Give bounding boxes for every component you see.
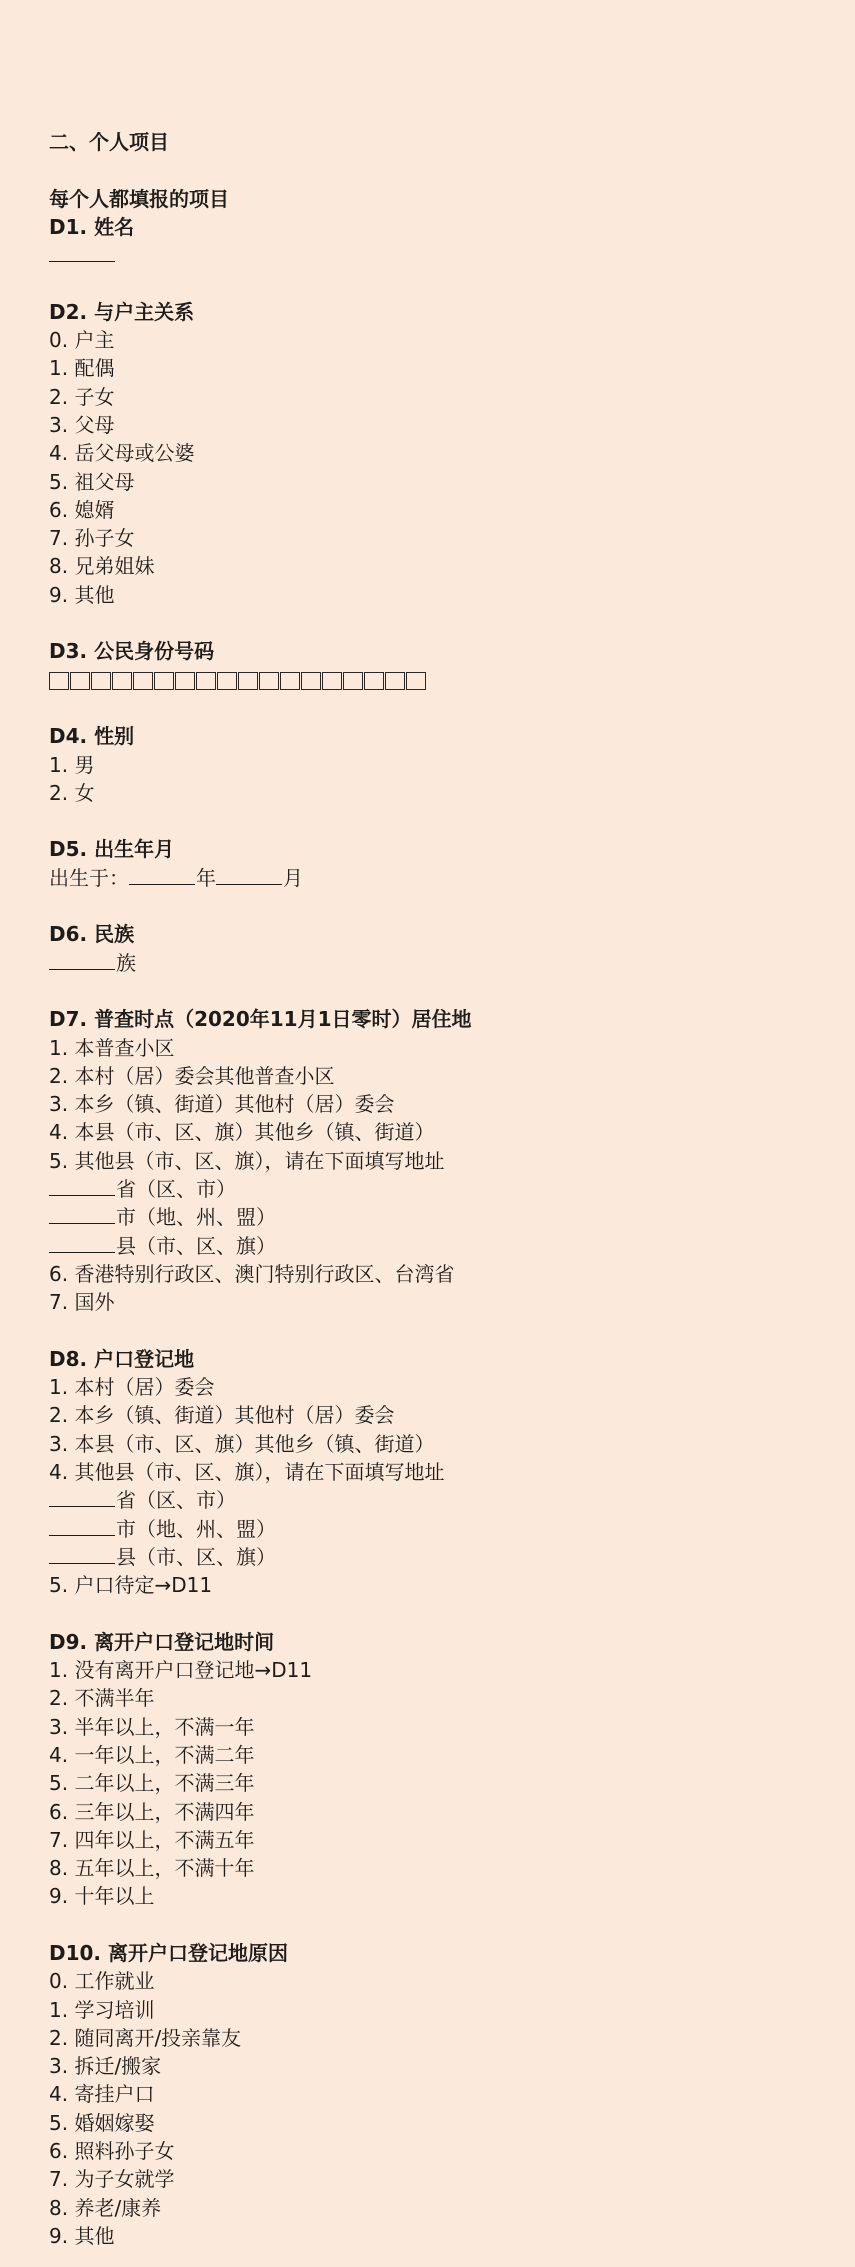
option-item[interactable]: 5. 其他县（市、区、旗），请在下面填写地址 — [49, 1148, 445, 1173]
d5-birth-row — [49, 864, 855, 892]
address-row — [49, 1486, 855, 1514]
spacer — [49, 609, 855, 637]
option-item[interactable]: 1. 配偶 — [49, 356, 115, 381]
option-item[interactable]: 4. 一年以上，不满二年 — [49, 1742, 255, 1767]
option-item[interactable]: 9. 其他 — [49, 582, 115, 607]
id-digit-box[interactable] — [70, 672, 90, 690]
section-subtitle: 每个人都填报的项目 — [49, 186, 229, 211]
address-row — [49, 1515, 855, 1543]
option-item[interactable]: 4. 本县（市、区、旗）其他乡（镇、街道） — [49, 1120, 435, 1145]
d4-title: D4. 性别 — [49, 724, 135, 749]
id-digit-box[interactable] — [364, 672, 384, 690]
option-item[interactable]: 7. 国外 — [49, 1290, 115, 1315]
option-item[interactable]: 2. 本村（居）委会其他普查小区 — [49, 1063, 335, 1088]
d5-prefix: 出生于： — [49, 865, 129, 890]
address-label: 省（区、市） — [116, 1176, 236, 1201]
option-item[interactable]: 3. 本县（市、区、旗）其他乡（镇、街道） — [49, 1431, 435, 1456]
spacer — [49, 1911, 855, 1939]
address-label: 县（市、区、旗） — [116, 1233, 276, 1258]
d3-title: D3. 公民身份号码 — [49, 639, 215, 664]
option-item[interactable]: 1. 没有离开户口登记地→D11 — [49, 1658, 313, 1683]
d3-id-boxes[interactable] — [49, 672, 426, 690]
id-digit-box[interactable] — [133, 672, 153, 690]
address-row — [49, 1203, 855, 1231]
d5-month-blank[interactable] — [216, 865, 282, 885]
option-item[interactable]: 0. 户主 — [49, 328, 115, 353]
option-item[interactable]: 8. 养老/康养 — [49, 2195, 162, 2220]
d4-options — [49, 751, 855, 808]
address-row — [49, 1232, 855, 1260]
id-digit-box[interactable] — [217, 672, 237, 690]
option-item[interactable]: 8. 五年以上，不满十年 — [49, 1856, 255, 1881]
id-digit-box[interactable] — [238, 672, 258, 690]
option-item[interactable]: 8. 兄弟姐妹 — [49, 554, 155, 579]
id-digit-box[interactable] — [91, 672, 111, 690]
address-row — [49, 1543, 855, 1571]
section-title: 二、个人项目 — [49, 130, 169, 154]
address-blank[interactable] — [49, 1204, 115, 1224]
id-digit-box[interactable] — [49, 672, 69, 690]
d5-title: D5. 出生年月 — [49, 837, 175, 862]
d5-month-label: 月 — [283, 865, 303, 890]
d1-title: D1. 姓名 — [49, 214, 135, 239]
option-item[interactable]: 6. 香港特别行政区、澳门特别行政区、台湾省 — [49, 1261, 455, 1286]
d5-year-label: 年 — [196, 865, 216, 890]
spacer — [49, 1316, 855, 1344]
id-digit-box[interactable] — [196, 672, 216, 690]
option-item[interactable]: 6. 三年以上，不满四年 — [49, 1799, 255, 1824]
d7-options-after — [49, 1260, 855, 1317]
d3-id-boxes-row — [49, 666, 855, 694]
d8-options — [49, 1373, 855, 1486]
address-label: 省（区、市） — [116, 1488, 236, 1513]
d2-question — [49, 298, 855, 609]
option-item[interactable]: 7. 四年以上，不满五年 — [49, 1827, 255, 1852]
d6-title: D6. 民族 — [49, 922, 135, 947]
spacer — [49, 1599, 855, 1627]
address-label: 县（市、区、旗） — [116, 1544, 276, 1569]
spacer — [49, 892, 855, 920]
id-digit-box[interactable] — [301, 672, 321, 690]
d2-title: D2. 与户主关系 — [49, 299, 195, 324]
option-item[interactable]: 1. 男 — [49, 752, 95, 777]
option-item[interactable]: 4. 岳父母或公婆 — [49, 441, 195, 466]
d9-title: D9. 离开户口登记地时间 — [49, 1629, 275, 1654]
option-item[interactable]: 1. 本村（居）委会 — [49, 1375, 215, 1400]
id-digit-box[interactable] — [385, 672, 405, 690]
d9-options — [49, 1656, 855, 1911]
d8-address — [49, 1486, 855, 1571]
option-item[interactable]: 5. 二年以上，不满三年 — [49, 1771, 255, 1796]
address-row — [49, 1175, 855, 1203]
id-digit-box[interactable] — [112, 672, 132, 690]
address-blank[interactable] — [49, 1544, 115, 1564]
option-item[interactable]: 9. 十年以上 — [49, 1884, 155, 1909]
spacer — [49, 156, 855, 184]
option-item[interactable]: 2. 女 — [49, 780, 95, 805]
spacer — [49, 977, 855, 1005]
option-item[interactable]: 0. 工作就业 — [49, 1969, 155, 1994]
spacer — [49, 807, 855, 835]
option-item[interactable]: 9. 其他 — [49, 2223, 115, 2248]
option-item[interactable]: 3. 本乡（镇、街道）其他村（居）委会 — [49, 1092, 395, 1117]
id-digit-box[interactable] — [154, 672, 174, 690]
option-item[interactable]: 7. 孙子女 — [49, 526, 135, 551]
d8-title: D8. 户口登记地 — [49, 1346, 195, 1371]
id-digit-box[interactable] — [343, 672, 363, 690]
option-item[interactable]: 4. 其他县（市、区、旗），请在下面填写地址 — [49, 1459, 445, 1484]
address-blank[interactable] — [49, 1516, 115, 1536]
address-blank[interactable] — [49, 1176, 115, 1196]
d10-options — [49, 1967, 855, 2250]
d7-title: D7. 普查时点（2020年11月1日零时）居住地 — [49, 1007, 472, 1032]
spacer — [49, 269, 855, 297]
d6-ethnic-blank[interactable] — [49, 950, 115, 970]
id-digit-box[interactable] — [175, 672, 195, 690]
d7-options — [49, 1034, 855, 1175]
option-item[interactable]: 6. 媳婿 — [49, 497, 115, 522]
option-item[interactable]: 2. 不满半年 — [49, 1686, 155, 1711]
spacer — [49, 694, 855, 722]
address-label: 市（地、州、盟） — [116, 1205, 276, 1230]
d7-address — [49, 1175, 855, 1260]
option-item[interactable]: 5. 户口待定→D11 — [49, 1573, 213, 1598]
option-item[interactable]: 2. 随同离开/投亲靠友 — [49, 2025, 242, 2050]
option-item[interactable]: 1. 本普查小区 — [49, 1035, 175, 1060]
d10-title: D10. 离开户口登记地原因 — [49, 1941, 288, 1965]
id-digit-box[interactable] — [280, 672, 300, 690]
option-item[interactable]: 6. 照料孙子女 — [49, 2139, 175, 2164]
address-blank[interactable] — [49, 1233, 115, 1253]
option-item[interactable]: 1. 学习培训 — [49, 1997, 155, 2022]
option-item[interactable]: 2. 子女 — [49, 384, 115, 409]
option-item[interactable]: 5. 祖父母 — [49, 469, 135, 494]
option-item[interactable]: 3. 半年以上，不满一年 — [49, 1714, 255, 1739]
id-digit-box[interactable] — [259, 672, 279, 690]
d5-year-blank[interactable] — [129, 865, 195, 885]
d6-suffix: 族 — [116, 950, 136, 975]
option-item[interactable]: 4. 寄挂户口 — [49, 2082, 155, 2107]
option-item[interactable]: 7. 为子女就学 — [49, 2167, 175, 2192]
address-blank[interactable] — [49, 1487, 115, 1507]
id-digit-box[interactable] — [322, 672, 342, 690]
d2-options — [49, 326, 855, 609]
address-label: 市（地、州、盟） — [116, 1516, 276, 1541]
option-item[interactable]: 5. 婚姻嫁娶 — [49, 2110, 155, 2135]
option-item[interactable]: 2. 本乡（镇、街道）其他村（居）委会 — [49, 1403, 395, 1428]
d6-ethnic-row — [49, 949, 855, 977]
d8-options-after — [49, 1571, 855, 1599]
option-item[interactable]: 3. 拆迁/搬家 — [49, 2054, 162, 2079]
d1-name-field-row — [49, 241, 855, 269]
d1-name-blank[interactable] — [49, 244, 115, 262]
option-item[interactable]: 3. 父母 — [49, 412, 115, 437]
id-digit-box[interactable] — [406, 672, 426, 690]
